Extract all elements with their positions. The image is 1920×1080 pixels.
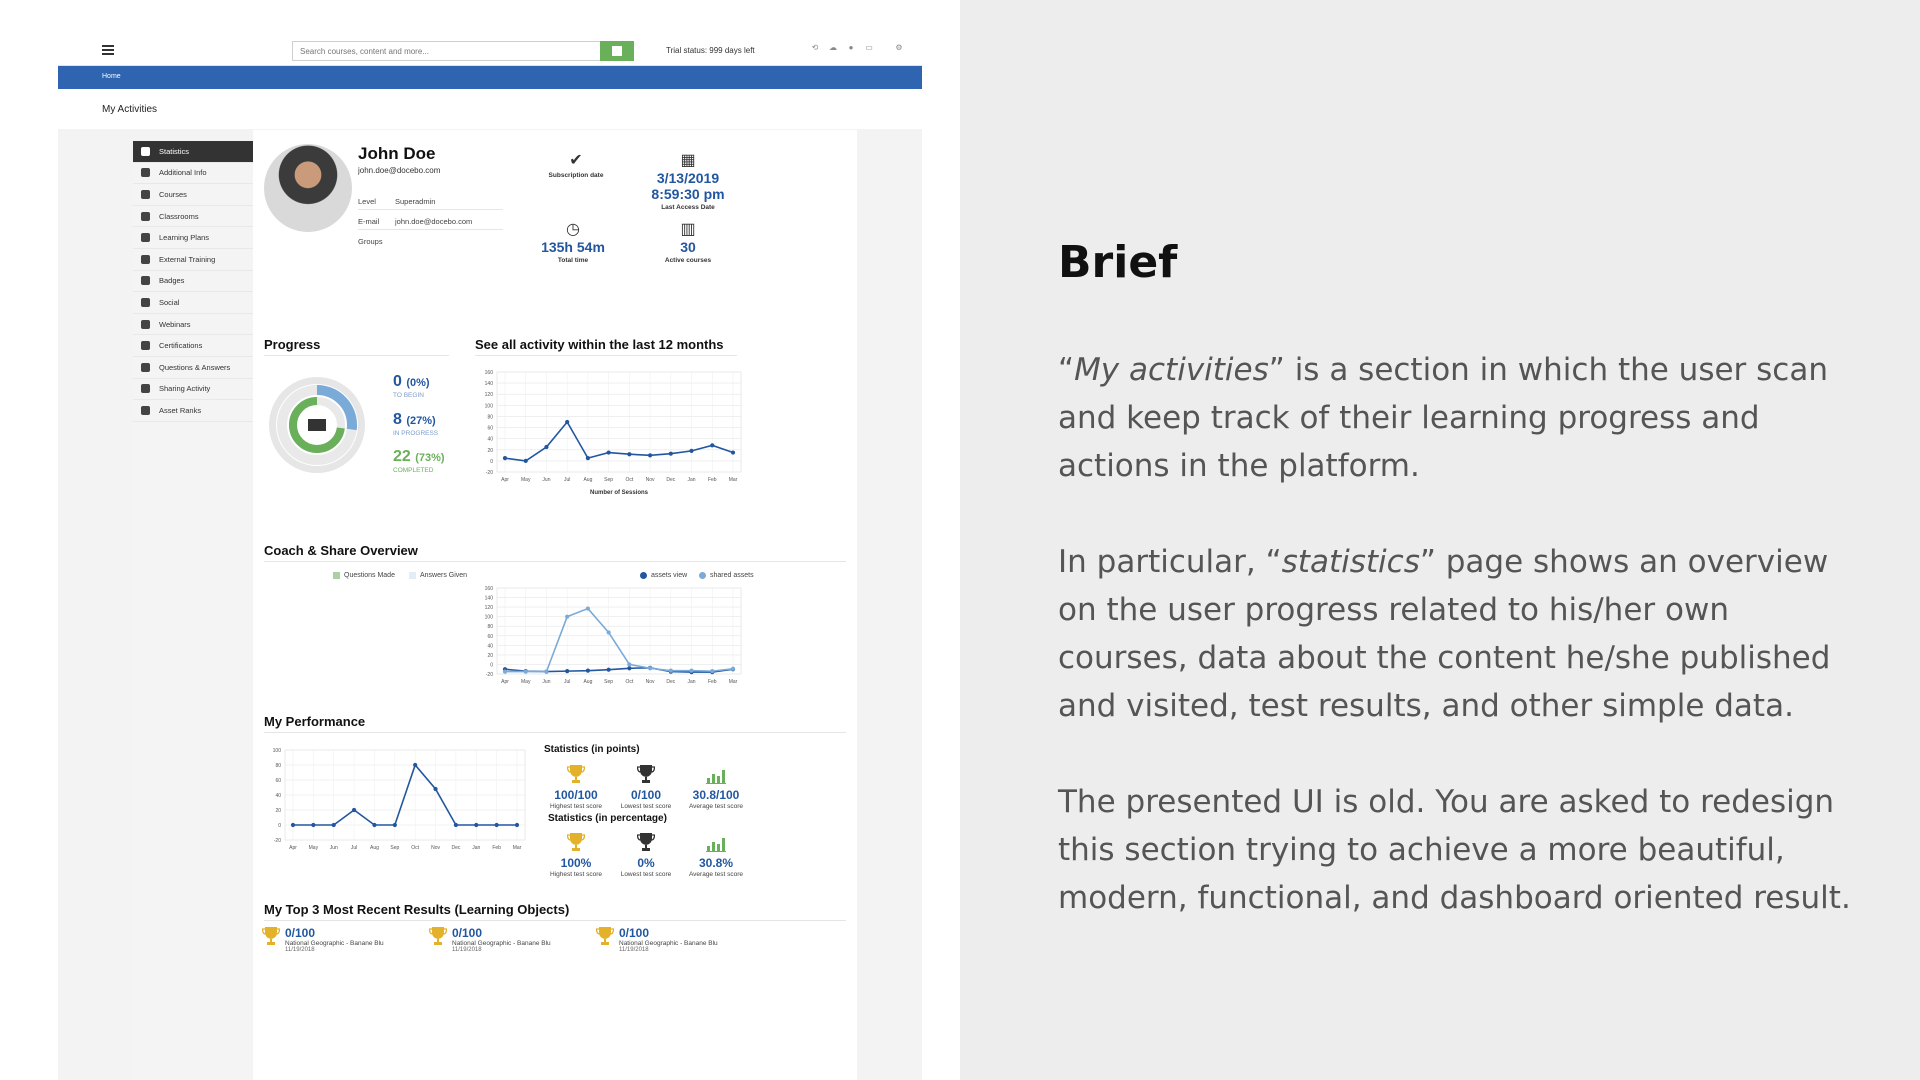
- result-name: National Geographic - Banane Blu: [285, 940, 384, 947]
- sidebar-item[interactable]: [133, 227, 253, 249]
- x-tick-label: Jun: [329, 845, 338, 851]
- perf-label: Highest test score: [549, 871, 603, 878]
- performance-title: My Performance: [264, 714, 366, 729]
- to-begin-value: [393, 373, 430, 391]
- x-tick-label: Feb: [707, 477, 717, 483]
- data-point: [515, 823, 519, 827]
- clipboard-icon: [141, 255, 150, 264]
- y-tick-label: 60: [275, 778, 281, 784]
- data-point: [291, 823, 295, 827]
- y-tick-label: 160: [484, 586, 493, 592]
- active-courses-value: 30: [680, 239, 696, 255]
- bar-chart-icon: [706, 836, 726, 852]
- x-tick-label: Dec: [451, 845, 461, 851]
- share-icon: [141, 384, 150, 393]
- x-tick-label: Nov: [645, 679, 655, 685]
- recent-result[interactable]: [596, 926, 756, 956]
- last-access-time: 8:59:30 pm: [651, 186, 725, 202]
- data-point: [544, 670, 548, 674]
- data-point: [710, 443, 714, 447]
- perf-value: 30.8%: [698, 856, 734, 870]
- y-tick-label: 80: [487, 624, 493, 631]
- calendar-icon: ▦: [680, 152, 696, 169]
- result-name: National Geographic - Banane Blu: [619, 940, 718, 947]
- sidebar-item[interactable]: [133, 249, 253, 271]
- trophy-icon-wrap: [262, 926, 280, 951]
- breadcrumb-home[interactable]: Home: [102, 73, 121, 80]
- in-progress-label: IN PROGRESS: [393, 430, 439, 437]
- user-name: John Doe: [358, 144, 436, 163]
- to-begin-label: TO BEGIN: [393, 392, 424, 399]
- subscription-stat: [531, 152, 621, 179]
- y-tick-label: 160: [484, 370, 493, 376]
- sidebar-item[interactable]: [133, 314, 253, 336]
- sidebar-item[interactable]: [133, 163, 253, 185]
- x-tick-label: May: [308, 845, 319, 851]
- data-point: [689, 669, 693, 673]
- data-point: [565, 669, 569, 673]
- y-tick-label: 60: [487, 425, 493, 432]
- x-tick-label: May: [521, 477, 531, 483]
- data-point: [648, 453, 652, 457]
- sidebar-item-label: Asset Ranks: [159, 405, 202, 415]
- completed-pct: (73%): [415, 452, 445, 464]
- clock-icon: ◷: [566, 221, 580, 238]
- brief-text: In particular, “: [1058, 544, 1282, 580]
- perf-label: Lowest test score: [620, 871, 672, 878]
- sidebar-item[interactable]: [133, 141, 253, 163]
- sidebar-item-label: Statistics: [159, 146, 190, 156]
- top-icons: [810, 43, 904, 53]
- data-point: [669, 452, 673, 456]
- data-point: [627, 666, 631, 670]
- building-icon: [308, 419, 326, 431]
- main-content: [253, 130, 857, 1080]
- percent-title: Statistics (in percentage): [548, 813, 667, 824]
- x-tick-label: May: [521, 679, 531, 685]
- sidebar-item-label: Learning Plans: [159, 233, 210, 243]
- y-tick-label: 20: [487, 447, 493, 454]
- search-icon: [612, 46, 622, 56]
- divider: [264, 355, 449, 356]
- user-check-icon: ✔: [569, 152, 583, 169]
- activity-chart: [475, 366, 747, 498]
- x-tick-label: Feb: [707, 679, 717, 685]
- gold-trophy-icon: [262, 926, 280, 946]
- brief-text: ” page shows an overview on the user progress related to his/her own courses, data about the content he/she published and visited, test results, and other simple data.: [1058, 544, 1831, 724]
- x-tick-label: Jul: [563, 679, 571, 685]
- x-tick-label: Jun: [542, 477, 551, 483]
- data-point: [474, 823, 478, 827]
- data-point: [586, 606, 590, 610]
- x-tick-label: Jul: [563, 477, 571, 483]
- coach-title: Coach & Share Overview: [264, 543, 418, 558]
- y-tick-label: 80: [487, 414, 493, 421]
- data-point: [393, 823, 397, 827]
- legend-label: assets view: [651, 572, 688, 579]
- sidebar-item-label: Webinars: [159, 319, 191, 329]
- legend-swatch: [409, 572, 416, 579]
- legend-questions: [333, 572, 395, 579]
- completed-label: COMPLETED: [393, 467, 434, 474]
- result-score: 0/100: [285, 926, 316, 940]
- active-courses-stat: [643, 221, 733, 264]
- x-tick-label: Sep: [604, 477, 614, 483]
- trophy-icon-wrap: [429, 926, 447, 951]
- profile-email-row: [358, 214, 503, 230]
- result-score: 0/100: [452, 926, 483, 940]
- sidebar-item-label: Sharing Activity: [159, 384, 211, 394]
- x-tick-label: Jan: [687, 477, 696, 483]
- x-tick-label: Jan: [687, 679, 696, 685]
- points-title: Statistics (in points): [544, 744, 640, 755]
- to-begin-number: 0: [393, 373, 402, 390]
- data-point: [352, 808, 356, 812]
- perf-value: 0/100: [630, 788, 662, 802]
- sidebar-item[interactable]: [133, 184, 253, 206]
- x-tick-label: Oct: [625, 679, 634, 685]
- data-point: [372, 823, 376, 827]
- y-tick-label: 140: [484, 595, 493, 602]
- legend-swatch: [699, 572, 706, 579]
- sidebar-item[interactable]: [133, 400, 253, 422]
- perf-icon: [674, 762, 758, 784]
- brief-title: Brief: [1058, 237, 1178, 288]
- result-date: 11/19/2018: [285, 947, 315, 953]
- y-tick-label: -20: [485, 672, 493, 678]
- gold-trophy-icon: [567, 764, 585, 784]
- x-tick-label: Dec: [666, 477, 676, 483]
- sidebar-item-label: External Training: [159, 254, 216, 264]
- data-point: [586, 669, 590, 673]
- gold-trophy-icon: [596, 926, 614, 946]
- y-tick-label: -20: [485, 470, 493, 476]
- data-point: [586, 456, 590, 460]
- data-point: [731, 667, 735, 671]
- result-score: 0/100: [619, 926, 650, 940]
- data-point: [413, 763, 417, 767]
- sidebar-item-label: Badges: [159, 276, 185, 286]
- y-tick-label: 100: [484, 614, 493, 621]
- x-tick-label: Aug: [370, 845, 379, 851]
- sidebar-item-label: Questions & Answers: [159, 362, 231, 372]
- user-email: john.doe@docebo.com: [358, 166, 441, 175]
- legend-swatch: [640, 572, 647, 579]
- signpost-icon: [141, 233, 150, 242]
- sidebar-item-label: Certifications: [159, 341, 203, 351]
- perf-label: Highest test score: [549, 803, 603, 810]
- last-access-date: 3/13/2019: [656, 170, 720, 186]
- title-bar: [58, 89, 922, 129]
- data-point: [627, 662, 631, 666]
- legend-label: shared assets: [710, 572, 754, 579]
- result-name: National Geographic - Banane Blu: [452, 940, 551, 947]
- perf-value: 100%: [560, 856, 592, 870]
- legend-label: Questions Made: [344, 572, 395, 579]
- data-point: [503, 670, 507, 674]
- y-tick-label: 60: [487, 633, 493, 640]
- y-tick-label: 120: [484, 392, 493, 399]
- y-tick-label: 40: [487, 436, 493, 443]
- app-window: [58, 35, 922, 1080]
- y-tick-label: 100: [272, 748, 281, 754]
- courses-icon: [141, 190, 150, 199]
- data-point: [565, 420, 569, 424]
- trial-status: Trial status: 999 days left: [666, 46, 755, 55]
- to-begin-pct: (0%): [406, 377, 430, 389]
- total-time-label: Total time: [557, 257, 589, 264]
- hamburger-menu-icon[interactable]: [102, 45, 114, 55]
- data-point: [503, 456, 507, 460]
- courses-icon: ▥: [680, 221, 696, 238]
- classroom-icon: [141, 212, 150, 221]
- perf-label: Average test score: [688, 803, 744, 810]
- data-point: [607, 630, 611, 634]
- data-point: [454, 823, 458, 827]
- perf-label: Lowest test score: [620, 803, 672, 810]
- gold-trophy-icon: [429, 926, 447, 946]
- sidebar: [133, 141, 253, 1080]
- y-tick-label: 0: [490, 458, 493, 465]
- sidebar-item[interactable]: [133, 379, 253, 401]
- data-point: [311, 823, 315, 827]
- data-point: [607, 450, 611, 454]
- completed-value: [393, 448, 445, 466]
- divider: [264, 732, 846, 733]
- gear-icon[interactable]: ⚙: [895, 43, 903, 52]
- legend-assets-view: [640, 572, 687, 579]
- x-axis-label: Number of Sessions: [589, 490, 649, 496]
- last-access-stat: [643, 152, 733, 211]
- performance-chart: [263, 744, 531, 856]
- gold-trophy-icon: [567, 832, 585, 852]
- sidebar-item-label: Courses: [159, 189, 187, 199]
- total-time-value: 135h 54m: [541, 239, 605, 255]
- data-point: [495, 823, 499, 827]
- breadcrumb-bar: [58, 66, 922, 89]
- legend-shared-assets: [699, 572, 754, 579]
- perf-stat: [674, 830, 758, 878]
- perf-value: 100/100: [554, 788, 598, 802]
- data-point: [669, 669, 673, 673]
- sidebar-item[interactable]: [133, 271, 253, 293]
- trophy-icon-wrap: [596, 926, 614, 951]
- x-tick-label: Sep: [390, 845, 400, 851]
- x-tick-label: Oct: [411, 845, 420, 851]
- data-point: [565, 615, 569, 619]
- brief-paragraph-2: [1058, 538, 1858, 730]
- y-tick-label: 40: [275, 793, 281, 799]
- x-tick-label: Apr: [501, 477, 509, 483]
- divider: [475, 355, 737, 356]
- x-tick-label: Aug: [583, 477, 593, 483]
- webinar-icon: [141, 320, 150, 329]
- y-tick-label: 0: [278, 823, 281, 829]
- in-progress-number: 8: [393, 411, 402, 428]
- sidebar-item[interactable]: [133, 357, 253, 379]
- x-tick-label: Mar: [728, 477, 738, 483]
- subscription-label: Subscription date: [548, 172, 604, 179]
- perf-value: 30.8/100: [692, 788, 740, 802]
- bar-chart-icon: [706, 768, 726, 784]
- dark-trophy-icon: [637, 764, 655, 784]
- total-time-stat: [523, 221, 623, 264]
- x-tick-label: Dec: [666, 679, 676, 685]
- result-date: 11/19/2018: [619, 947, 649, 953]
- level-value: Superadmin: [395, 197, 436, 206]
- x-tick-label: Apr: [289, 845, 297, 851]
- badge-icon: [141, 276, 150, 285]
- plot-area: [497, 588, 741, 674]
- top-bar: [58, 35, 922, 66]
- star-icon: [141, 406, 150, 415]
- x-tick-label: Mar: [728, 679, 738, 685]
- x-tick-label: Oct: [625, 477, 634, 483]
- last-access-label: Last Access Date: [661, 204, 715, 211]
- email-value: john.doe@docebo.com: [395, 217, 473, 226]
- page-title: My Activities: [102, 104, 158, 115]
- data-point: [627, 452, 631, 456]
- coach-chart: [475, 582, 747, 690]
- sidebar-item-label: Additional Info: [159, 168, 207, 178]
- y-tick-label: 80: [275, 763, 281, 769]
- qa-icon: [141, 363, 150, 372]
- legend-answers: [409, 572, 467, 579]
- data-point: [544, 445, 548, 449]
- y-tick-label: 100: [484, 403, 493, 410]
- y-tick-label: 140: [484, 381, 493, 388]
- in-progress-value: [393, 411, 436, 429]
- message-icon[interactable]: ▭: [865, 43, 873, 52]
- perf-label: Average test score: [688, 871, 744, 878]
- y-tick-label: 20: [275, 808, 281, 814]
- y-tick-label: -20: [273, 838, 281, 844]
- recent-result[interactable]: [262, 926, 422, 956]
- x-tick-label: Aug: [583, 679, 593, 685]
- data-point: [524, 459, 528, 463]
- search-input[interactable]: [292, 41, 600, 61]
- perf-value: 0%: [637, 856, 655, 870]
- result-date: 11/19/2018: [452, 947, 482, 953]
- brief-text: ” is a section in which the user scan and keep track of their learning progress and actions in the platform.: [1058, 352, 1828, 484]
- legend-swatch: [333, 572, 340, 579]
- x-tick-label: Jul: [350, 845, 358, 851]
- sidebar-item[interactable]: [133, 335, 253, 357]
- in-progress-pct: (27%): [406, 415, 436, 427]
- chat-icon: [141, 298, 150, 307]
- notification-icon[interactable]: ●: [848, 43, 854, 52]
- data-point: [689, 449, 693, 453]
- progress-title: Progress: [264, 337, 321, 352]
- sidebar-item[interactable]: [133, 206, 253, 228]
- x-tick-label: Apr: [501, 679, 509, 685]
- plot-area: [497, 372, 741, 472]
- dark-trophy-icon: [637, 832, 655, 852]
- x-tick-label: Jun: [542, 679, 551, 685]
- brief-paragraph-3: The presented UI is old. You are asked to redesign this section trying to achieve a more beautiful, modern, functional, and dashboard oriented result.: [1058, 784, 1851, 916]
- info-icon: [141, 168, 150, 177]
- y-tick-label: 0: [490, 662, 493, 669]
- refresh-icon[interactable]: ⟲: [811, 43, 819, 52]
- sidebar-item-label: Social: [159, 297, 180, 307]
- perf-icon: [674, 830, 758, 852]
- email-key: E-mail: [358, 217, 380, 226]
- profile-level-row: [358, 194, 503, 210]
- x-tick-label: Nov: [645, 477, 655, 483]
- recent-title: My Top 3 Most Recent Results (Learning Objects): [264, 902, 570, 917]
- progress-donut: [265, 373, 369, 477]
- data-point: [607, 668, 611, 672]
- activity-title: See all activity within the last 12 months: [475, 337, 724, 352]
- x-tick-label: Mar: [512, 845, 522, 851]
- data-point: [710, 669, 714, 673]
- x-tick-label: Jan: [472, 845, 481, 851]
- x-tick-label: Nov: [431, 845, 440, 851]
- y-tick-label: 120: [484, 605, 493, 612]
- divider: [264, 920, 846, 921]
- y-tick-label: 20: [487, 652, 493, 659]
- brief-paragraph-1: [1058, 346, 1858, 490]
- certificate-icon: [141, 341, 150, 350]
- brief-text: “: [1058, 352, 1075, 388]
- sidebar-item-label: Classrooms: [159, 211, 199, 221]
- x-tick-label: Sep: [604, 679, 614, 685]
- brief-emphasis: statistics: [1281, 544, 1420, 580]
- completed-number: 22: [393, 448, 411, 465]
- data-point: [731, 450, 735, 454]
- chart-icon: [141, 147, 150, 156]
- cloud-icon[interactable]: ☁: [829, 43, 837, 52]
- y-tick-label: 40: [487, 643, 493, 650]
- data-point: [433, 787, 437, 791]
- recent-result[interactable]: [429, 926, 589, 956]
- profile-groups-row: [358, 234, 503, 250]
- groups-key: Groups: [358, 237, 383, 246]
- avatar: [264, 144, 352, 232]
- x-tick-label: Feb: [492, 845, 501, 851]
- level-key: Level: [358, 197, 376, 206]
- data-point: [332, 823, 336, 827]
- divider: [264, 561, 846, 562]
- sidebar-item[interactable]: [133, 292, 253, 314]
- brief-emphasis: My activities: [1074, 352, 1269, 388]
- search-button[interactable]: [600, 41, 634, 61]
- legend-label: Answers Given: [420, 572, 468, 579]
- active-courses-label: Active courses: [664, 257, 712, 264]
- data-point: [648, 666, 652, 670]
- perf-stat: [674, 762, 758, 810]
- data-point: [524, 670, 528, 674]
